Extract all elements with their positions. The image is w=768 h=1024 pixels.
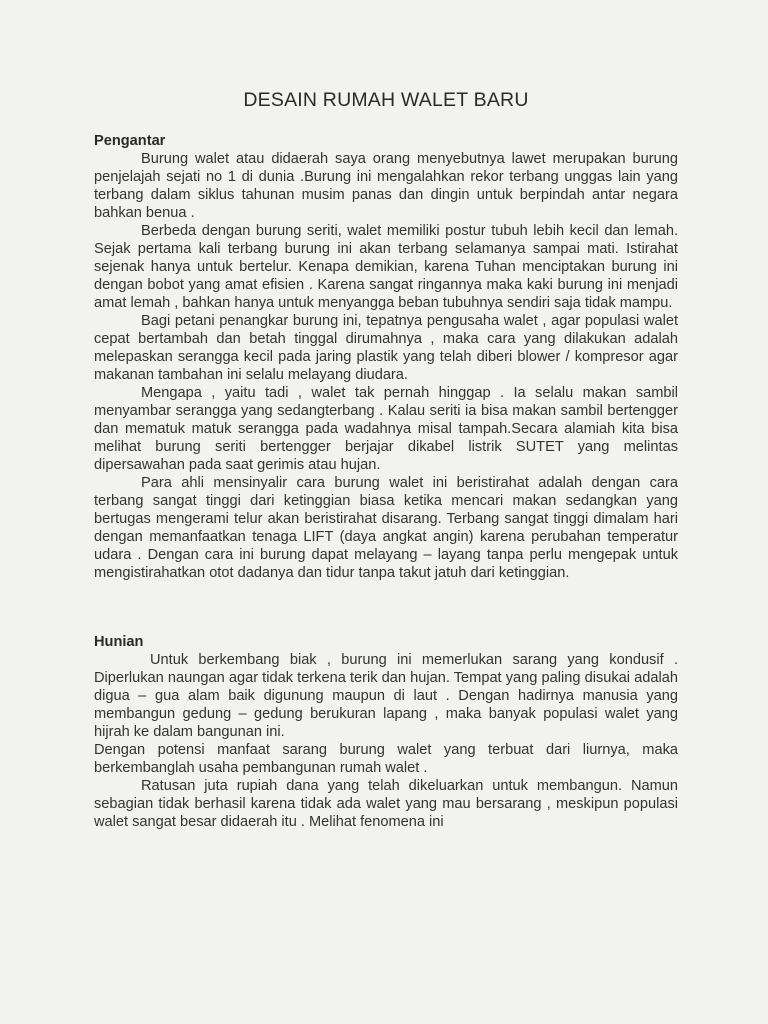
paragraph: Para ahli mensinyalir cara burung walet ini beristirahat adalah dengan cara terbang sangat tinggi dari ketinggian biasa ketika mencari makan sedangkan yang bertugas mengerami telur akan beristirahat disarang. Terbang sangat tinggi dimalam hari dengan memanfaatkan tenaga LIFT (daya angkat angin) karena perubahan temperatur udara . Dengan cara ini burung dapat melayang – layang tanpa perlu mengepak untuk mengistirahatkan otot dadanya dan tidur tanpa takut jatuh dari ketinggian.: [94, 475, 678, 581]
paragraph: Berbeda dengan burung seriti, walet memiliki postur tubuh lebih kecil dan lemah. Sejak pertama kali terbang burung ini akan terbang selamanya sampai mati. Istirahat sejenak hanya untuk bertelur. Kenapa demikian, karena Tuhan menciptakan burung ini dengan bobot yang amat efisien . Karena sangat ringannya maka kaki burung ini menjadi amat lemah , bahkan hanya untuk menyangga beban tubuhnya sendiri saja tidak mampu.: [94, 223, 678, 311]
section-heading-hunian: Hunian: [94, 634, 144, 650]
paragraph: Burung walet atau didaerah saya orang menyebutnya lawet merupakan burung penjelajah sejati no 1 di dunia .Burung ini mengalahkan rekor terbang unggas lain yang terbang dalam siklus tahunan musim panas dan dingin untuk berpindah antar negara bahkan benua .: [94, 151, 678, 221]
paragraph: Dengan potensi manfaat sarang burung walet yang terbuat dari liurnya, maka berkembanglah usaha pembangunan rumah walet .: [94, 742, 678, 776]
document-title: DESAIN RUMAH WALET BARU: [243, 89, 529, 111]
paragraph: Bagi petani penangkar burung ini, tepatnya pengusaha walet , agar populasi walet cepat bertambah dan betah tinggal dirumahnya , maka cara yang dilakukan adalah melepaskan serangga kecil pada jaring plastik yang telah diberi blower / kompresor agar makanan tambahan ini selalu melayang diudara.: [94, 313, 678, 383]
paragraph: Mengapa , yaitu tadi , walet tak pernah hinggap . Ia selalu makan sambil menyambar serangga yang sedangterbang . Kalau seriti ia bisa makan sambil bertengger dan mematuk matuk serangga pada wadahnya misal tampah.Secara alamiah kita bisa melihat burung seriti bertengger berjajar dikabel listrik SUTET yang melintas dipersawahan pada saat gerimis atau hujan.: [94, 385, 678, 473]
paragraph: Untuk berkembang biak , burung ini memerlukan sarang yang kondusif . Diperlukan naungan agar tidak terkena terik dan hujan. Tempat yang paling disukai adalah digua – gua alam baik digunung maupun di laut . Dengan hadirnya manusia yang membangun gedung – gedung berukuran lapang , maka banyak populasi walet yang hijrah ke dalam bangunan ini.: [94, 652, 678, 740]
paragraph: Ratusan juta rupiah dana yang telah dikeluarkan untuk membangun. Namun sebagian tidak berhasil karena tidak ada walet yang mau bersarang , meskipun populasi walet sangat besar didaerah itu . Melihat fenomena ini: [94, 778, 678, 830]
section-heading-pengantar: Pengantar: [94, 133, 166, 149]
